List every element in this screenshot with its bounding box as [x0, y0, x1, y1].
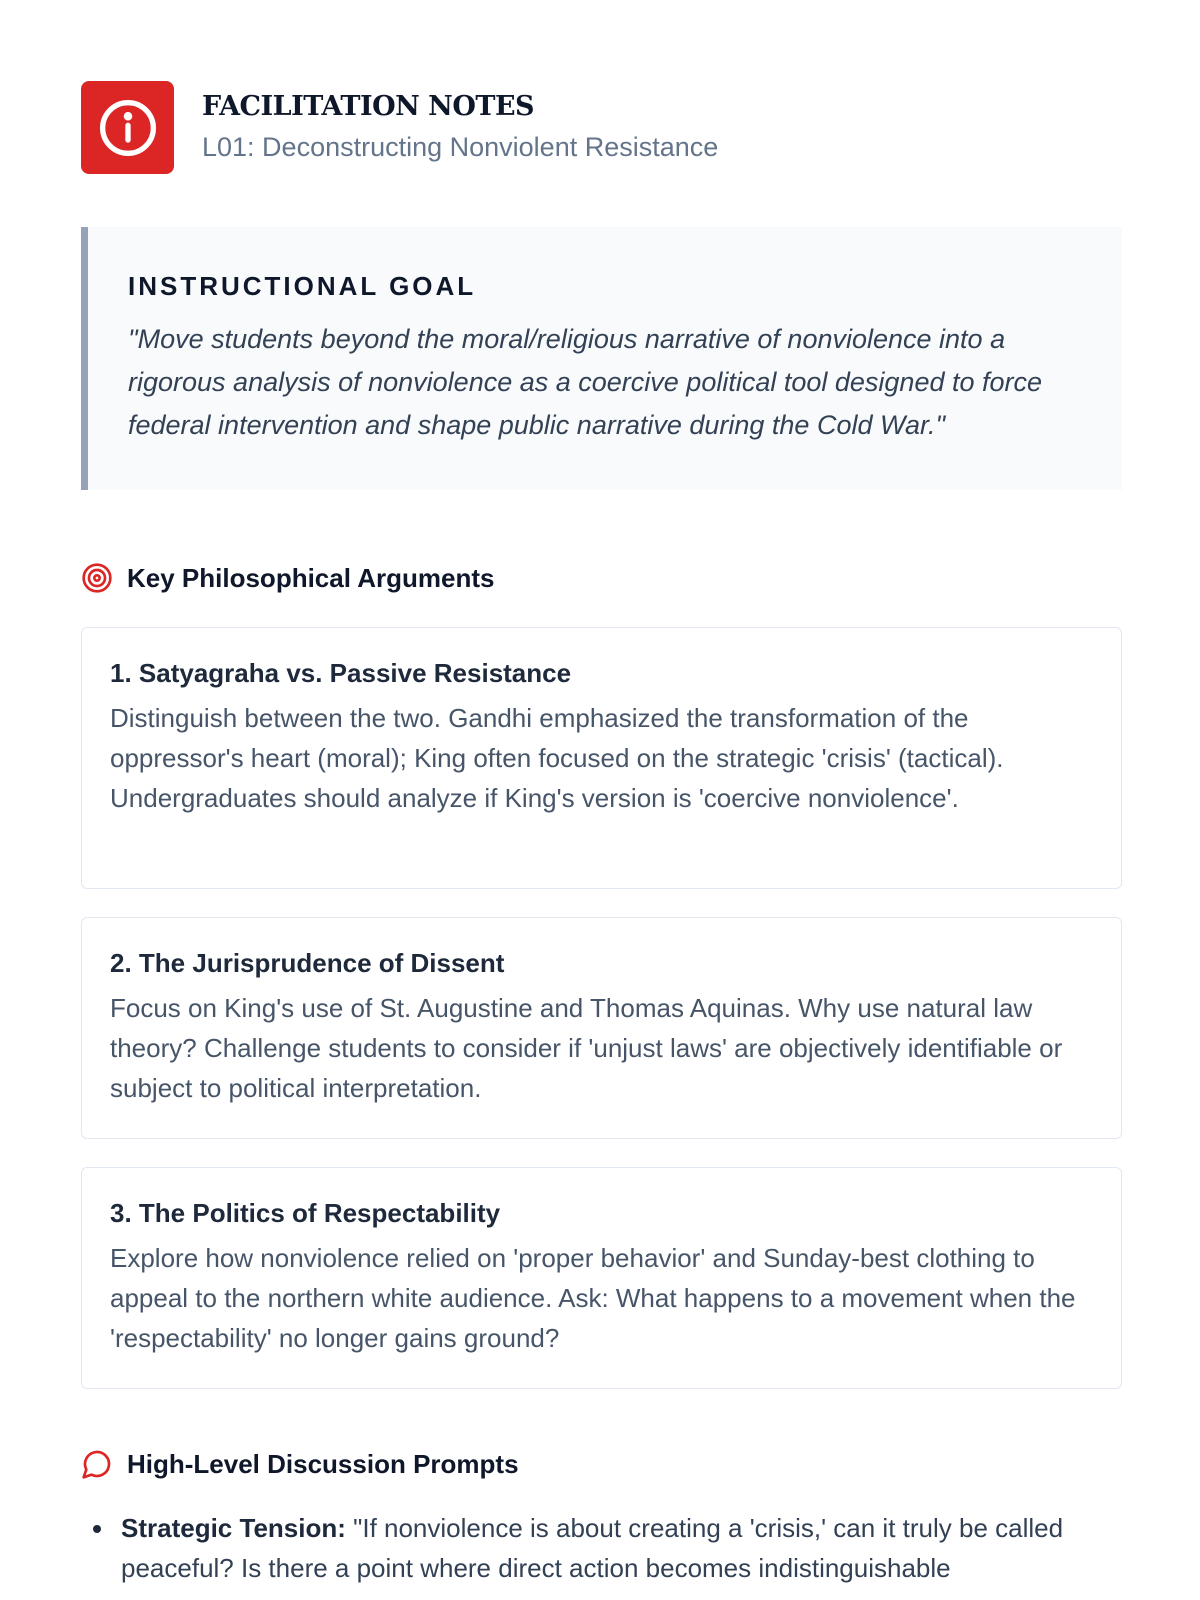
goal-label: INSTRUCTIONAL GOAL — [128, 271, 477, 301]
argument-card — [81, 1167, 1122, 1389]
arguments-section-heading — [81, 562, 494, 594]
instructional-goal-box — [81, 227, 1122, 490]
prompts-section-heading — [81, 1448, 519, 1480]
header-text — [202, 81, 718, 163]
info-icon — [81, 81, 174, 174]
header — [81, 81, 718, 174]
page-title: FACILITATION NOTES — [202, 91, 535, 122]
target-icon — [81, 562, 113, 594]
argument-title: 2. The Jurisprudence of Dissent — [110, 948, 505, 978]
argument-body: Explore how nonviolence relied on 'proper behavior' and Sunday-best clothing to appeal to the northern white audience. Ask: What happens to a movement when the 'respectability' no longer gains ground? — [110, 1243, 1076, 1353]
list-item — [81, 1508, 1121, 1588]
goal-quote: "Move students beyond the moral/religious narrative of nonviolence into a rigorous analysis of nonviolence as a coercive political tool designed to force federal intervention and shape public narrative during the Cold War." — [128, 324, 1043, 440]
argument-body: Distinguish between the two. Gandhi emphasized the transformation of the oppressor's heart (moral); King often focused on the strategic 'crisis' (tactical). Undergraduates should analyze if King's version is 'coercive nonviolence'. — [110, 703, 1004, 813]
bullet-marker — [93, 1525, 101, 1533]
argument-body: Focus on King's use of St. Augustine and Thomas Aquinas. Why use natural law theory? Challenge students to consider if 'unjust laws' are objectively identifiable or subject to political interpretation. — [110, 993, 1063, 1103]
discussion-prompts-list — [81, 1508, 1121, 1588]
arguments-heading: Key Philosophical Arguments — [127, 562, 495, 593]
prompt-text: "If nonviolence is about creating a 'crisis,' can it truly be called peaceful? Is there a point where direct action becomes indistinguishable — [121, 1513, 1064, 1583]
speech-bubble-icon — [81, 1448, 113, 1480]
argument-card — [81, 917, 1122, 1139]
argument-title: 1. Satyagraha vs. Passive Resistance — [110, 658, 572, 688]
lesson-subtitle: L01: Deconstructing Nonviolent Resistance — [202, 132, 719, 162]
argument-title: 3. The Politics of Respectability — [110, 1198, 501, 1228]
prompt-label: Strategic Tension: — [121, 1513, 346, 1543]
argument-card — [81, 627, 1122, 889]
prompts-heading: High-Level Discussion Prompts — [127, 1448, 519, 1479]
